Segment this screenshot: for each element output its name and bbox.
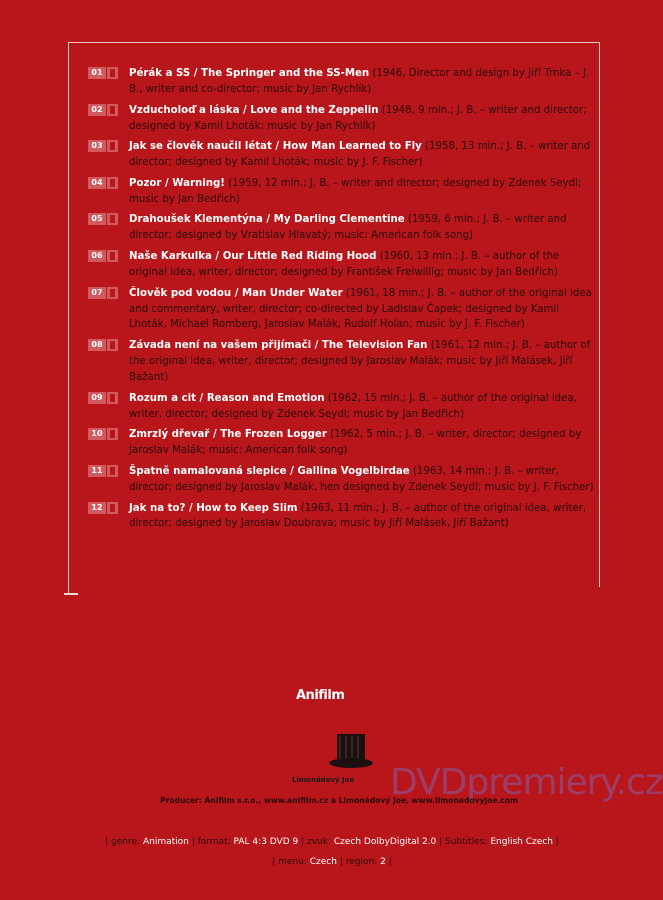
film-details: (1959, 6 min.; J. B. – writer and director; designed by Vratislav Hlavatý; music: American folk song)	[129, 214, 567, 242]
film-details: (1960, 13 min.; J. B. – author of the original idea, writer, director; designed by František Freiwillig; music by Jan Bedřich)	[129, 251, 560, 278]
format-label: format:	[197, 837, 231, 847]
film-strip-icon	[107, 104, 118, 116]
film-details: (1961, 18 min.; J. B. – author of the original idea and commentary, writer, director; co-directed by Ladislav Čapek; designed by Kamil Lhoták, Michael Romberg, Jaroslav Malák, Rudolf Holan; music by J. F. Fischer)	[129, 287, 592, 331]
sound-label: zvuk:	[307, 837, 331, 847]
film-title: Rozum a cit / Reason and Emotion	[129, 392, 325, 404]
film-entry	[88, 139, 600, 171]
dvd-specs	[92, 832, 572, 872]
film-entry	[88, 249, 600, 281]
format-value: PAL 4:3 DVD 9	[233, 837, 299, 847]
film-title: Špatně namalovaná slepice / Gallina Vogelbirdae	[129, 465, 410, 477]
film-strip-icon	[107, 339, 118, 351]
film-number: 03	[88, 140, 106, 152]
specs-line-1: | genre: Animation | format: PAL 4:3 DVD 9 | zvuk: Czech DolbyDigital 2.0 | Subtitles: English Czech |	[105, 837, 559, 847]
film-entry	[88, 286, 600, 334]
frame-left-line	[68, 42, 69, 595]
film-strip-icon	[107, 428, 118, 440]
film-number: 10	[88, 428, 106, 440]
menu-value: Czech	[309, 857, 337, 867]
film-entry	[88, 391, 600, 423]
film-details: (1963, 11 min.; J. B. – author of the original idea, writer, director; designed by Jaroslav Doubrava; music by Jiří Malásek, Jiří Bažant)	[129, 502, 587, 530]
film-entry	[88, 464, 600, 496]
film-strip-icon	[107, 177, 118, 189]
film-entry	[88, 212, 600, 244]
film-title: Vzducholoď a láska / Love and the Zeppelin	[129, 104, 379, 116]
film-title: Jak se člověk naučil létat / How Man Learned to Fly	[129, 141, 422, 153]
sound-value: Czech DolbyDigital 2.0	[333, 837, 437, 847]
region-label: region:	[345, 857, 378, 867]
film-details: (1948, 9 min.; J. B. – writer and director; designed by Kamil Lhoták; music by Jan Rychlík)	[129, 104, 587, 132]
film-entry	[88, 176, 600, 208]
film-title: Člověk pod vodou / Man Under Water	[129, 287, 343, 299]
film-title: Závada není na vašem přijímači / The Television Fan	[129, 340, 428, 352]
film-title: Pozor / Warning!	[129, 177, 225, 189]
film-number: 06	[88, 250, 106, 262]
film-details: (1959, 12 min.; J. B. – writer and director; designed by Zdenek Seydl; music by Jan Bedřich)	[129, 177, 582, 205]
anifilm-logo: Anifilm	[296, 688, 345, 703]
film-strip-icon	[107, 392, 118, 404]
film-entry	[88, 66, 600, 98]
film-strip-icon	[107, 250, 118, 262]
film-number: 04	[88, 177, 106, 189]
film-entry	[88, 338, 600, 386]
film-strip-icon	[107, 502, 118, 514]
film-number: 08	[88, 339, 106, 351]
film-number: 02	[88, 104, 106, 116]
film-title: Jak na to? / How to Keep Slim	[129, 502, 298, 514]
producer-credit: Producer: Anifilm s.r.o., www.anifilm.cz a Limonádový Joe, www.limonadovyjoe.com	[160, 796, 519, 805]
limonadovy-joe-logo-text: Limonádový Joe	[292, 776, 355, 784]
subtitles-value: English Czech	[490, 837, 553, 847]
film-details: (1962, 15 min.; J. B. – author of the original idea, writer, director; designed by Zdenek Seydl; music by Jan Bedřich)	[129, 392, 577, 420]
film-strip-icon	[107, 140, 118, 152]
top-hat-icon	[328, 732, 374, 772]
frame-top-line	[68, 42, 599, 43]
film-entry	[88, 427, 600, 459]
film-strip-icon	[107, 67, 118, 79]
film-number: 12	[88, 502, 106, 514]
film-number: 09	[88, 392, 106, 404]
film-title: Zmrzlý dřevař / The Frozen Logger	[129, 429, 327, 441]
watermark: DVDpremiery.cz	[390, 762, 663, 803]
film-list	[88, 66, 600, 537]
genre-value: Animation	[142, 837, 189, 847]
specs-line-2: | menu: Czech | region: 2 |	[272, 857, 392, 867]
frame-marker	[64, 593, 78, 595]
film-details: (1963, 14 min.; J. B. – writer, director; designed by Jaroslav Malák, hen designed by Zdenek Seydl; music by J. F. Fischer)	[129, 465, 594, 493]
film-details: (1962, 5 min.; J. B. – writer, director; designed by Jaroslav Malák; music: American folk song)	[129, 429, 582, 457]
film-number: 07	[88, 287, 106, 299]
region-value: 2	[380, 857, 386, 867]
film-strip-icon	[107, 213, 118, 225]
film-entry	[88, 103, 600, 135]
film-entry	[88, 501, 600, 533]
film-title: Drahoušek Klementýna / My Darling Clementine	[129, 214, 405, 226]
film-number: 01	[88, 67, 106, 79]
film-number: 11	[88, 465, 106, 477]
film-number: 05	[88, 213, 106, 225]
subtitles-label: Subtitles:	[445, 837, 488, 847]
genre-label: genre:	[111, 837, 141, 847]
menu-label: menu:	[278, 857, 307, 867]
film-details: (1958, 13 min.; J. B. – writer and director; designed by Kamil Lhoták; music by J. F. Fischer)	[129, 141, 591, 169]
film-title: Pérák a SS / The Springer and the SS-Men	[129, 68, 370, 79]
film-title: Naše Karkulka / Our Little Red Riding Hood	[129, 251, 377, 263]
film-details: (1946, Director and design by Jiří Trnka – J. B., writer and co-director; music by Jan Rychlík)	[129, 68, 590, 95]
film-details: (1961, 12 min.; J. B. – author of the original idea, writer, director; designed by Jaroslav Malák; music by Jiří Malásek, Jiří Bažant)	[129, 340, 591, 383]
film-strip-icon	[107, 465, 118, 477]
film-strip-icon	[107, 287, 118, 299]
